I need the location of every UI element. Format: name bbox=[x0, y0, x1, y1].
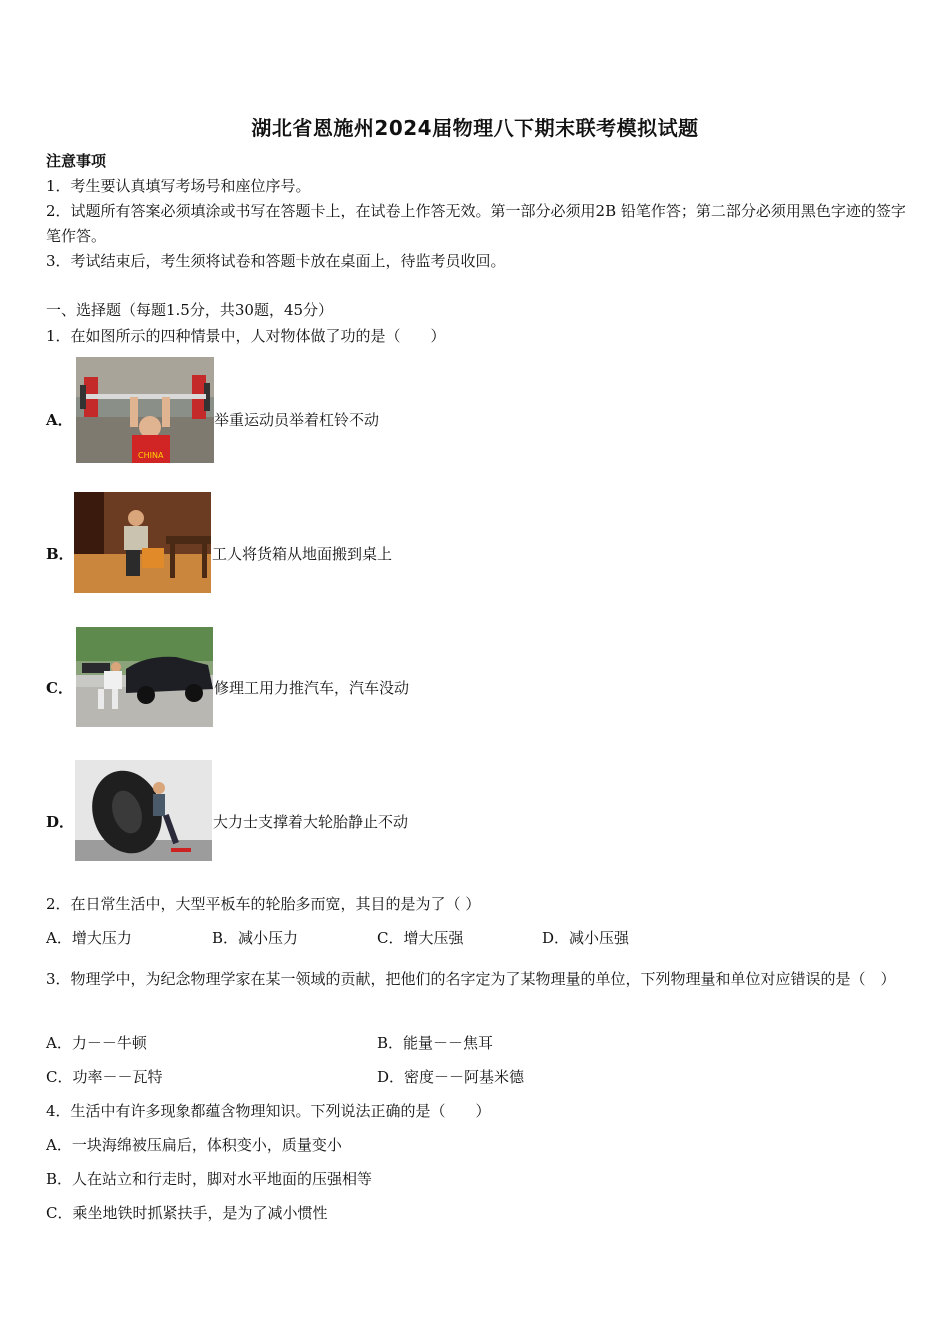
option-item: C．乘坐地铁时抓紧扶手，是为了减小惯性 bbox=[46, 1204, 328, 1222]
option-item: D．减小压强 bbox=[542, 929, 630, 947]
notice-item: 1．考生要认真填写考场号和座位序号。 bbox=[46, 177, 311, 195]
option-label: C． bbox=[46, 679, 73, 697]
question-stem: 2．在日常生活中，大型平板车的轮胎多而宽，其目的是为了（ ） bbox=[46, 895, 481, 913]
option-label: B． bbox=[46, 545, 74, 563]
worker-box-photo bbox=[74, 492, 211, 593]
page-title: 湖北省恩施州2024届物理八下期末联考模拟试题 bbox=[251, 116, 699, 140]
option-text: 大力士支撑着大轮胎静止不动 bbox=[213, 813, 409, 831]
notice-item: 3．考试结束后，考生须将试卷和答题卡放在桌面上，待监考员收回。 bbox=[46, 252, 506, 270]
question-stem: 3．物理学中，为纪念物理学家在某一领域的贡献，把他们的名字定为了某物理量的单位，下列物理量和单位对应错误的是（ ） bbox=[46, 970, 896, 988]
option-text: 工人将货箱从地面搬到桌上 bbox=[212, 545, 393, 563]
weightlifter-photo bbox=[76, 357, 214, 463]
option-item: B．能量－－焦耳 bbox=[377, 1034, 494, 1052]
tire-photo bbox=[75, 760, 212, 861]
question-stem: 4．生活中有许多现象都蕴含物理知识。下列说法正确的是（ ） bbox=[46, 1102, 491, 1120]
option-label: D． bbox=[46, 813, 75, 831]
notice-heading: 注意事项 bbox=[46, 152, 107, 170]
option-text: 修理工用力推汽车，汽车没动 bbox=[214, 679, 410, 697]
option-item: A．力－－牛顿 bbox=[46, 1034, 147, 1052]
option-item: A．一块海绵被压扁后，体积变小，质量变小 bbox=[46, 1136, 342, 1154]
notice-item: 2．试题所有答案必须填涂或书写在答题卡上，在试卷上作答无效。第一部分必须用2B 铅笔作答；第二部分必须用黑色字迹的签字笔作答。 bbox=[46, 202, 906, 245]
option-item: A．增大压力 bbox=[46, 929, 132, 947]
option-text: 举重运动员举着杠铃不动 bbox=[214, 411, 380, 429]
option-item: B．人在站立和行走时，脚对水平地面的压强相等 bbox=[46, 1170, 373, 1188]
section-heading: 一、选择题（每题1.5分，共30题，45分） bbox=[46, 301, 334, 319]
option-label: A． bbox=[46, 411, 73, 429]
option-item: B．减小压力 bbox=[212, 929, 299, 947]
photo-caption: CHINA bbox=[138, 451, 164, 460]
push-car-photo bbox=[76, 627, 213, 727]
option-item: D．密度－－阿基米德 bbox=[377, 1068, 525, 1086]
question-stem: 1．在如图所示的四种情景中，人对物体做了功的是（ ） bbox=[46, 327, 446, 345]
option-item: C．增大压强 bbox=[377, 929, 464, 947]
option-item: C．功率－－瓦特 bbox=[46, 1068, 163, 1086]
